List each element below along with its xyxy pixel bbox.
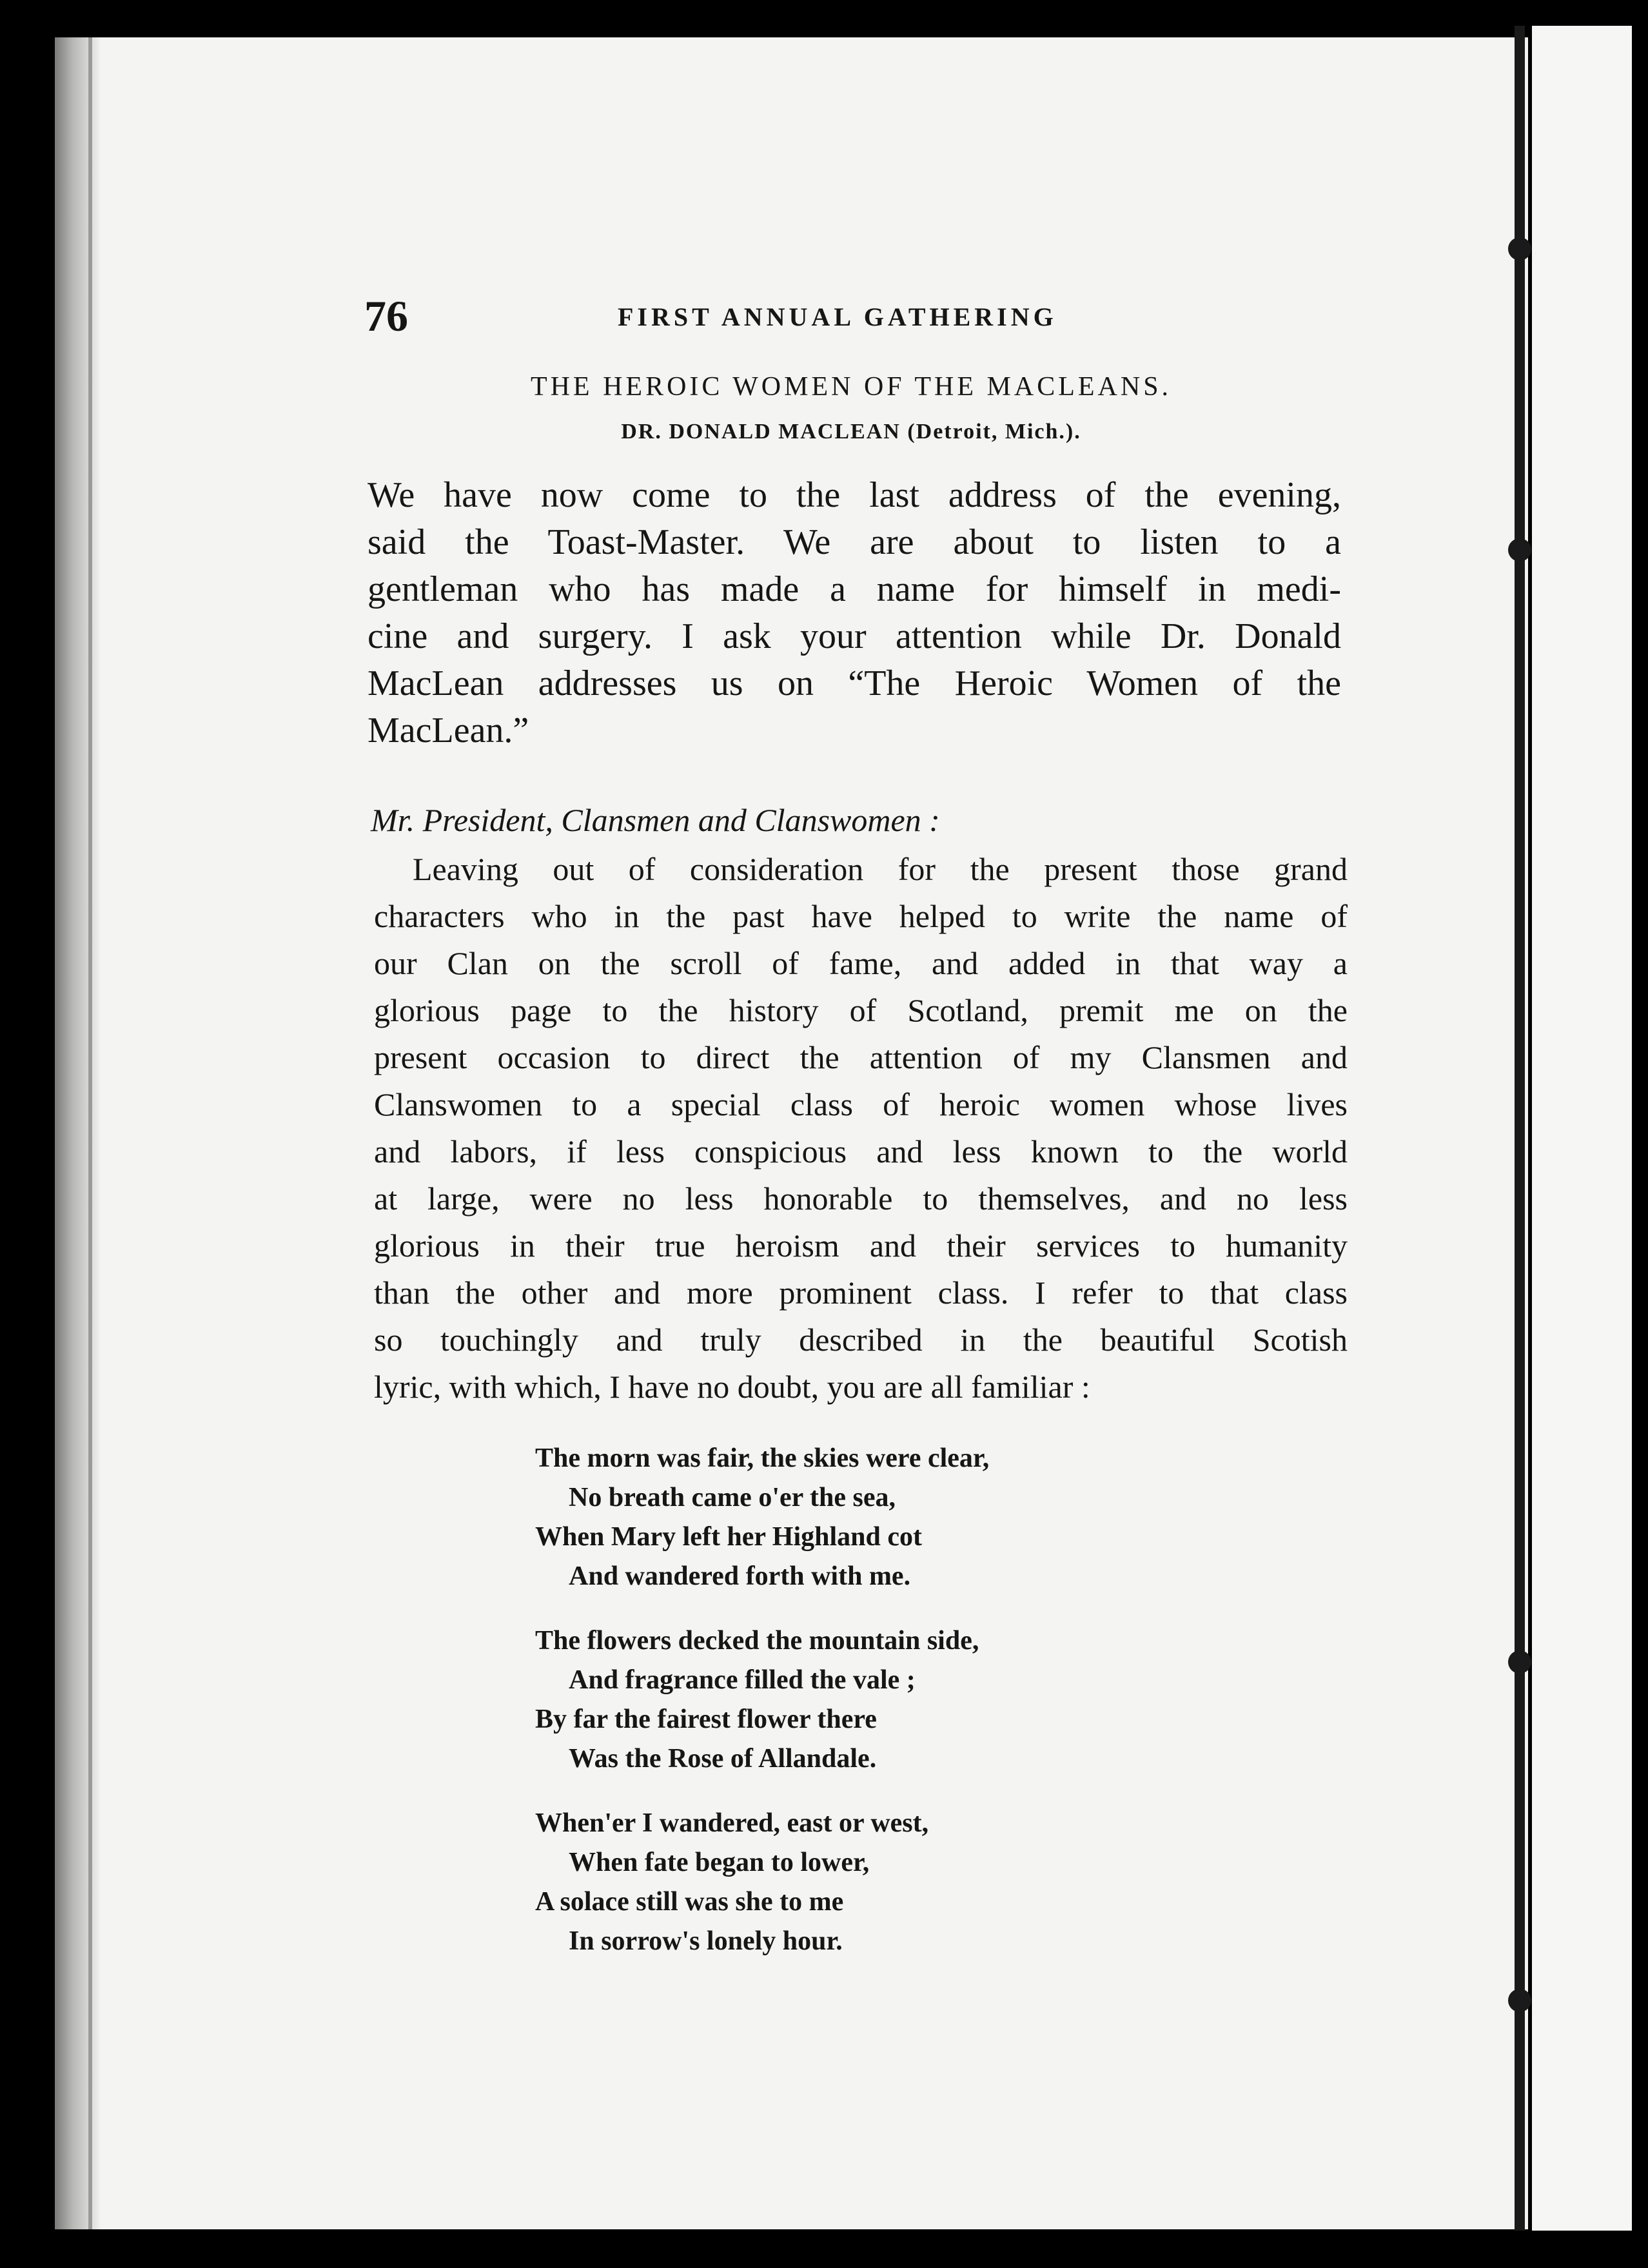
- intro-line: cine and surgery. I ask your attention while Dr. Donald: [368, 616, 1341, 656]
- intro-line: gentleman who has made a name for himself in medi-: [368, 569, 1341, 609]
- gutter-line: [88, 37, 92, 2229]
- salutation: Mr. President, Clansmen and Clanswomen :: [371, 802, 940, 838]
- body-line: than the other and more prominent class. I refer to that class: [374, 1275, 1348, 1311]
- body-line: glorious page to the history of Scotland, premit me on the: [374, 992, 1348, 1028]
- body-line: lyric, with which, I have no doubt, you are all familiar :: [374, 1369, 1090, 1405]
- poem-line: A solace still was she to me: [535, 1887, 844, 1917]
- poem-line: When'er I wandered, east or west,: [535, 1808, 929, 1838]
- body-line: so touchingly and truly described in the beautiful Scotish: [374, 1322, 1348, 1358]
- binding-mark: [1508, 1650, 1531, 1674]
- body-line: and labors, if less conspicious and less known to the world: [374, 1133, 1348, 1169]
- poem-line: By far the fairest flower there: [535, 1705, 877, 1734]
- body-line: at large, were no less honorable to themselves, and no less: [374, 1180, 1348, 1217]
- poem-line: The morn was fair, the skies were clear,: [535, 1443, 990, 1473]
- intro-line: MacLean addresses us on “The Heroic Women of the: [368, 663, 1341, 703]
- article-byline: DR. DONALD MACLEAN (Detroit, Mich.).: [621, 420, 1081, 444]
- poem: [535, 1439, 989, 1986]
- body-line: Clanswomen to a special class of heroic women whose lives: [374, 1086, 1348, 1122]
- body-line: characters who in the past have helped to write the name of: [374, 898, 1348, 934]
- binding-mark: [1508, 1989, 1531, 2012]
- poem-stanza: [535, 1804, 989, 1961]
- body-line: Leaving out of consideration for the present those grand: [413, 851, 1348, 887]
- poem-line: And wandered forth with me.: [569, 1561, 911, 1591]
- page-gutter: [55, 37, 100, 2229]
- binding-mark: [1508, 538, 1531, 562]
- body-line: our Clan on the scroll of fame, and added in that way a: [374, 945, 1348, 981]
- poem-line: When Mary left her Highland cot: [535, 1522, 923, 1552]
- poem-line: In sorrow's lonely hour.: [569, 1926, 843, 1956]
- poem-line: When fate began to lower,: [569, 1848, 870, 1877]
- article-title: THE HEROIC WOMEN OF THE MACLEANS.: [530, 372, 1172, 402]
- poem-line: The flowers decked the mountain side,: [535, 1626, 979, 1656]
- intro-line: MacLean.”: [368, 710, 529, 750]
- running-head: [364, 290, 1422, 342]
- body-line: present occasion to direct the attention of my Clansmen and: [374, 1039, 1348, 1075]
- page-number: 76: [364, 291, 408, 340]
- poem-line: And fragrance filled the vale ;: [569, 1665, 916, 1695]
- binding-mark: [1508, 237, 1531, 260]
- poem-stanza: [535, 1621, 989, 1779]
- intro-paragraph: [368, 472, 1341, 754]
- binding-edge: [1515, 26, 1525, 2231]
- poem-stanza: [535, 1439, 989, 1596]
- poem-line: Was the Rose of Allandale.: [569, 1744, 877, 1774]
- running-title: FIRST ANNUAL GATHERING: [618, 302, 1057, 331]
- intro-line: said the Toast-Master. We are about to listen to a: [368, 522, 1341, 562]
- body-line: glorious in their true heroism and their services to humanity: [374, 1227, 1348, 1264]
- body-paragraph: [374, 846, 1348, 1411]
- facing-page-edge: [1532, 26, 1632, 2231]
- intro-line: We have now come to the last address of the evening,: [368, 475, 1341, 515]
- poem-line: No breath came o'er the sea,: [569, 1483, 896, 1512]
